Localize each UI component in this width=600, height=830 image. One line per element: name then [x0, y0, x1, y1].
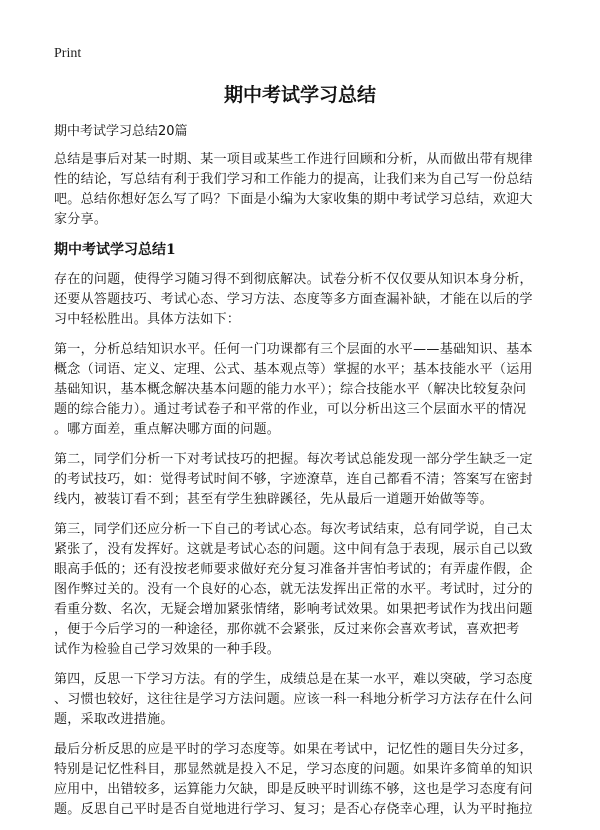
text-line: 概念（词语、定义、定理、公式、基本观点等）掌握的水平；基本技能水平（运用 [54, 362, 533, 377]
text-line: 。哪方面差，重点解决哪方面的问题。 [54, 422, 281, 437]
intro-paragraph [54, 150, 554, 230]
text-line: 吧。总结你想好怎么写了吗？下面是小编为大家收集的期中考试学习总结，欢迎大 [54, 192, 533, 207]
text-line: 题，采取改进措施。 [54, 712, 174, 727]
text-line: 还要从答题技巧、考试心态、学习方法、态度等多方面查漏补缺，才能在以后的学 [54, 292, 533, 307]
text-line: 存在的问题，使得学习随习得不到彻底解决。试卷分析不仅仅要从知识本身分析， [54, 272, 533, 287]
text-line: 试作为检验自己学习效果的一种手段。 [54, 642, 281, 657]
section-heading: 期中考试学习总结1 [54, 242, 176, 258]
text-line: 题。反思自己平时是否自觉地进行学习、复习；是否心存侥幸心理，认为平时拖拉 [54, 802, 533, 817]
text-line: 基础知识，基本概念解决基本问题的能力水平）；综合技能水平（解决比较复杂问 [54, 382, 527, 397]
paragraph [54, 450, 554, 510]
subtitle: 期中考试学习总结20篇 [54, 124, 188, 139]
paragraph [54, 520, 554, 660]
paragraph [54, 670, 554, 730]
text-line: 家分享。 [54, 212, 108, 227]
text-line: 、习惯也较好，这往往是学习方法问题。应该一科一科地分析学习方法存在什么问 [54, 692, 533, 707]
text-line: 紧张了，没有发挥好。这就是考试心态的问题。这中间有急于表现，展示自己以致 [54, 542, 533, 557]
text-line: 第二，同学们分析一下对考试技巧的把握。每次考试总能发现一部分学生缺乏一定 [54, 452, 533, 467]
print-link[interactable]: Print [54, 46, 82, 61]
text-line: 图作弊过关的。没有一个良好的心态，就无法发挥出正常的水平。考试时，过分的 [54, 582, 533, 597]
text-line: ，便于今后学习的一种途径，那你就不会紧张，反过来你会喜欢考试，喜欢把考 [54, 622, 520, 637]
paragraph [54, 740, 554, 820]
text-line: 的考试技巧，如：觉得考试时间不够，字迹潦草，连自己都看不清；答案写在密封 [54, 472, 533, 487]
text-line: 看重分数、名次，无疑会增加紧张情绪，影响考试效果。如果把考试作为找出问题 [54, 602, 533, 617]
text-line: 性的结论，写总结有利于我们学习和工作能力的提高，让我们来为自己写一份总结 [54, 172, 533, 187]
text-line: 题的综合能力）。通过考试卷子和平常的作业，可以分析出这三个层面水平的情况 [54, 402, 527, 417]
text-line: 眼高手低的；还有没按老师要求做好充分复习准备并害怕考试的；有弄虚作假，企 [54, 562, 533, 577]
text-line: 最后分析反思的应是平时的学习态度等。如果在考试中，记忆性的题目失分过多， [54, 742, 533, 757]
document-body [54, 150, 554, 830]
text-line: 应用中，出错较多，运算能力欠缺，即是反映平时训练不够，这也是学习态度有问 [54, 782, 533, 797]
text-line: 总结是事后对某一时期、某一项目或某些工作进行回顾和分析，从而做出带有规律 [54, 152, 533, 167]
text-line: 第一，分析总结知识水平。任何一门功课都有三个层面的水平——基础知识、基本 [54, 342, 533, 357]
text-line: 线内，被装订看不到；甚至有学生独辟蹊径，先从最后一道题开始做等等。 [54, 492, 493, 507]
text-line: 习中轻松胜出。具体方法如下： [54, 312, 241, 327]
paragraph [54, 270, 554, 330]
text-line: 特别是记忆性科目，那显然就是投入不足，学习态度的问题。如果许多简单的知识 [54, 762, 533, 777]
text-line: 第三，同学们还应分析一下自己的考试心态。每次考试结束，总有同学说，自己太 [54, 522, 533, 537]
paragraph [54, 340, 554, 440]
text-line: 第四，反思一下学习方法。有的学生，成绩总是在某一水平，难以突破，学习态度 [54, 672, 533, 687]
page-title: 期中考试学习总结 [223, 84, 376, 106]
